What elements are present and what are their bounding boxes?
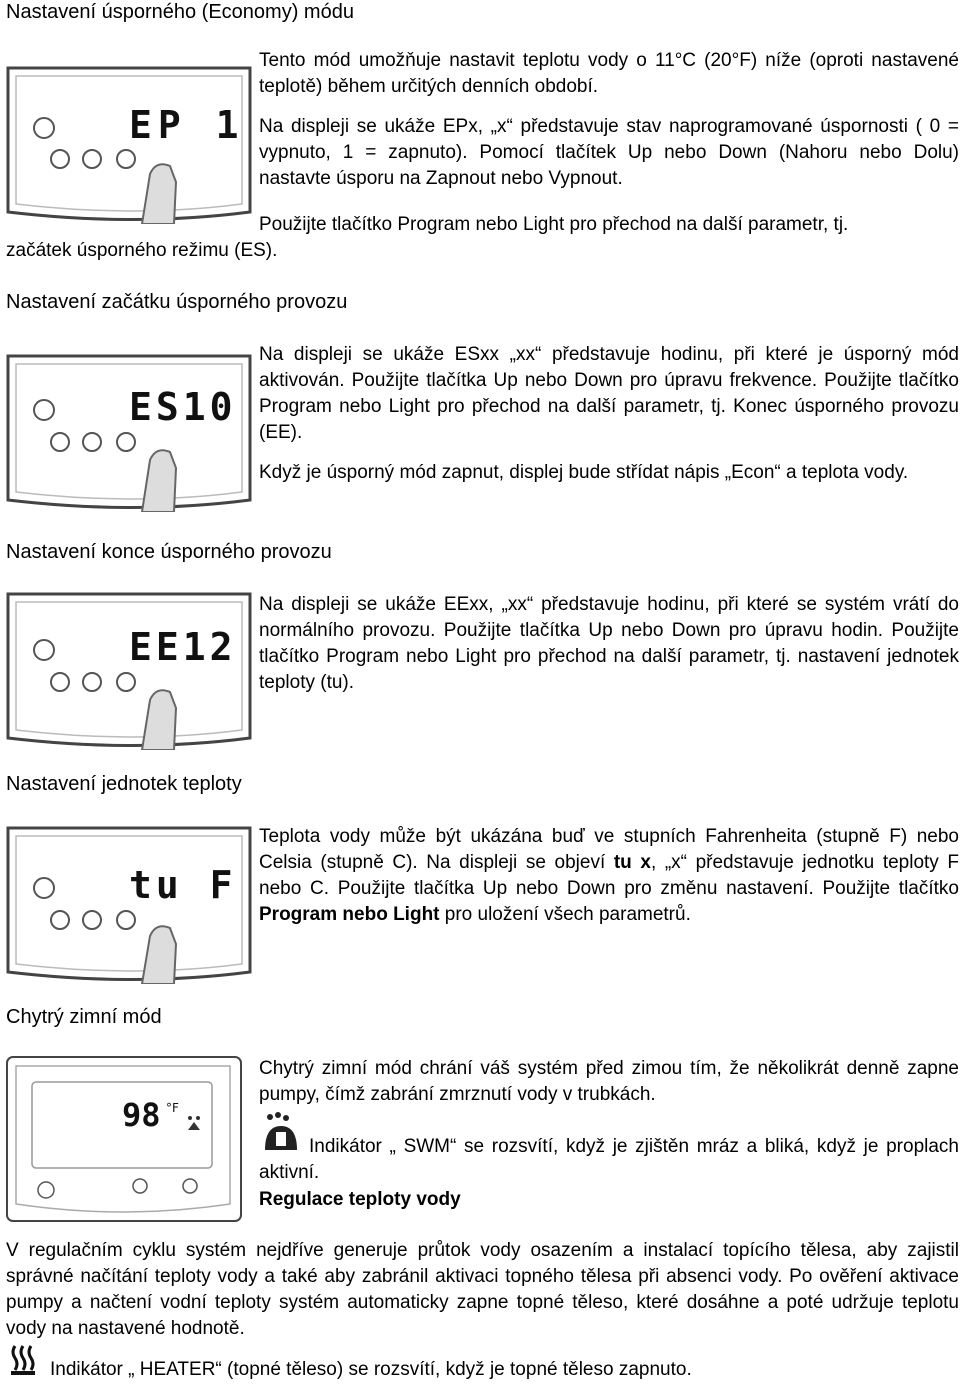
regulation-p1: V regulačním cyklu systém nejdříve generuje průtok vody osazením a instalací topícího tělesa, aby zajistil správné načítání teploty vody a také aby zabránil aktivaci topného tělesa při absenci vody. Po ověření aktivace pumpy a načtení vodní teploty systém automaticky zapne topné těleso, které dosáhne a poté udržuje teplotu vody na nastavené hodnotě. (6, 1240, 959, 1339)
heater-icon (10, 1344, 36, 1376)
control-panel-units (4, 822, 254, 984)
economy-p3-rest: začátek úsporného režimu (ES). (6, 240, 278, 261)
economy-p2: Na displeji se ukáže EPx, „x“ představuje stav naprogramované úspornosti ( 0 = vypnuto, 1 = zapnuto). Pomocí tlačítek Up nebo Down (Nahoru nebo Dolu) nastavte úsporu na Zapnout nebo Vypnout. (259, 116, 959, 189)
units-t1-bold: tu x (613, 852, 651, 873)
economy-text (259, 48, 959, 192)
units-t1: Teplota vody může být ukázána buď ve stupních Fahrenheita (stupně F) nebo Celsia (stupně C). Na displeji se objeví (259, 826, 959, 873)
snowflake-swm-icon (188, 1116, 200, 1130)
lcd-display: ES10 (129, 385, 237, 429)
lcd-display: EP 1 (129, 103, 245, 147)
section-heading-start: Nastavení začátku úsporného provozu (6, 291, 348, 313)
section-heading-end: Nastavení konce úsporného provozu (6, 541, 332, 563)
economy-p3-first: Použijte tlačítko Program nebo Light pro přechod na další parametr, tj. (259, 214, 849, 235)
lcd-display: tu F (129, 863, 237, 907)
section-heading-winter: Chytrý zimní mód (6, 1006, 162, 1028)
control-panel-start (4, 350, 254, 512)
regulation-p2: Indikátor „ HEATER“ (topné těleso) se rozsvítí, když je topné těleso zapnuto. (50, 1359, 692, 1380)
start-p1: Na displeji se ukáže ESxx „xx“ představuje hodinu, při které je úsporný mód aktivován. Použijte tlačítka Up nebo Down pro úpravu frekvence. Použijte tlačítko Program nebo Light pro přechod na další parametr, tj. Konec úsporného provozu (EE). (259, 344, 959, 443)
control-panel-economy (4, 62, 254, 224)
section-heading-economy: Nastavení úsporného (Economy) módu (6, 1, 354, 23)
units-t2-bold: Program nebo Light (259, 904, 440, 925)
control-panel-end (4, 588, 254, 750)
start-p2: Když je úsporný mód zapnut, displej bude střídat nápis „Econ“ a teplota vody. (259, 462, 909, 483)
winter-p1: Chytrý zimní mód chrání váš systém před zimou tím, že několikrát denně zapne pumpy, čímž zabrání zmrznutí vody v trubkách. (259, 1058, 959, 1105)
winter-subheading: Regulace teploty vody (259, 1189, 461, 1210)
start-text (259, 342, 959, 486)
control-panel-winter (4, 1054, 244, 1224)
lcd-display: 98 (122, 1096, 161, 1134)
end-p1: Na displeji se ukáže EExx, „xx“ představuje hodinu, při které se systém vrátí do normálního provozu. Použijte tlačítka Up nebo Down pro úpravu hodin. Použijte tlačítko Program nebo Light pro přechod na další parametr, tj. nastavení jednotek teploty (tu). (259, 594, 959, 693)
units-t2: , „x“ představuje jednotku teploty F nebo C. Použijte tlačítka Up nebo Down pro změnu nastavení. Použijte tlačítko (259, 852, 960, 899)
lcd-unit: °F (166, 1101, 179, 1115)
section-heading-units: Nastavení jednotek teploty (6, 773, 242, 795)
units-t3: pro uložení všech parametrů. (439, 904, 691, 925)
units-text (259, 824, 959, 928)
winter-p2: Indikátor „ SWM“ se rozsvítí, když je zjištěn mráz a bliká, když je proplach aktivní. (259, 1136, 959, 1183)
lcd-display: EE12 (129, 625, 237, 669)
economy-p1: Tento mód umožňuje nastavit teplotu vody o 11°C (20°F) níže (oproti nastavené teplotě) během určitých denních období. (259, 50, 959, 97)
